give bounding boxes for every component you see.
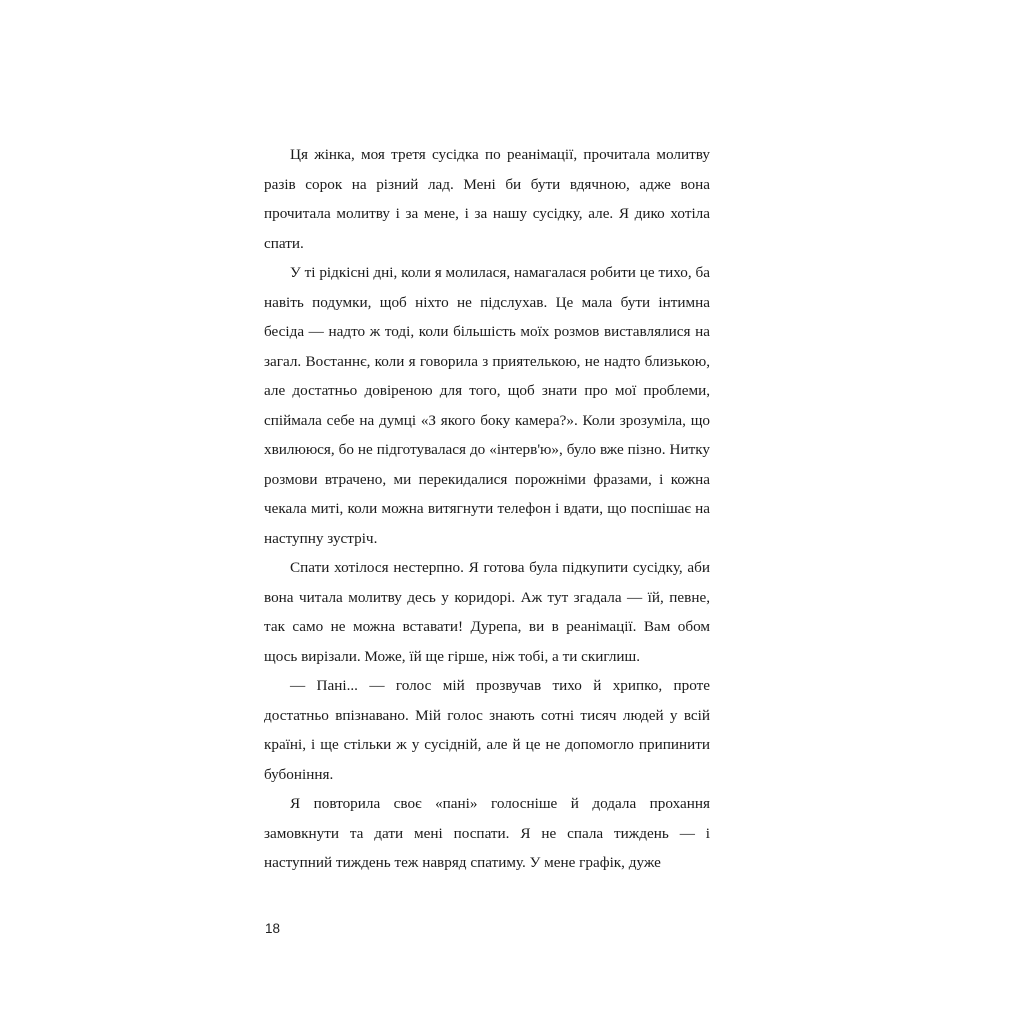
paragraph: Я повторила своє «пані» голосніше й додала прохання замовкнути та дати мені поспати. Я не спала тиждень — і наступний тиждень теж навряд спатиму. У мене графік, дуже bbox=[264, 795, 710, 871]
paragraph: Ця жінка, моя третя сусідка по реанімації, прочитала молитву разів сорок на різний лад. Мені би бути вдячною, адже вона прочитала молитву і за мене, і за нашу сусідку, але. Я дико хотіла спати. bbox=[264, 146, 710, 252]
page-number: 18 bbox=[265, 921, 281, 936]
body-text bbox=[264, 140, 710, 878]
paragraph: — Пані... — голос мій прозвучав тихо й хрипко, проте достатньо впізнавано. Мій голос знають сотні тисяч людей у всій країні, і ще стільки ж у сусідній, але й це не допомогло припинити бубоніння. bbox=[264, 677, 710, 783]
paragraph: У ті рідкісні дні, коли я молилася, намагалася робити це тихо, ба навіть подумки, щоб ніхто не підслухав. Це мала бути інтимна бесіда — надто ж тоді, коли більшість моїх розмов виставлялися на загал. Востаннє, коли я говорила з приятелькою, не надто близькою, але достатньо довіреною для того, щоб знати про мої проблеми, спіймала себе на думці «З якого боку камера?». Коли зрозуміла, що хвилююся, бо не підготувалася до «інтерв'ю», було вже пізно. Нитку розмови втрачено, ми перекидалися порожніми фразами, і кожна чекала миті, коли можна витягнути телефон і вдати, що поспішає на наступну зустріч. bbox=[264, 264, 710, 547]
paragraph: Спати хотілося нестерпно. Я готова була підкупити сусідку, аби вона читала молитву десь у коридорі. Аж тут згадала — їй, певне, так само не можна вставати! Дурепа, ви в реанімації. Вам обом щось вирізали. Може, їй ще гірше, ніж тобі, а ти скиглиш. bbox=[264, 559, 710, 665]
